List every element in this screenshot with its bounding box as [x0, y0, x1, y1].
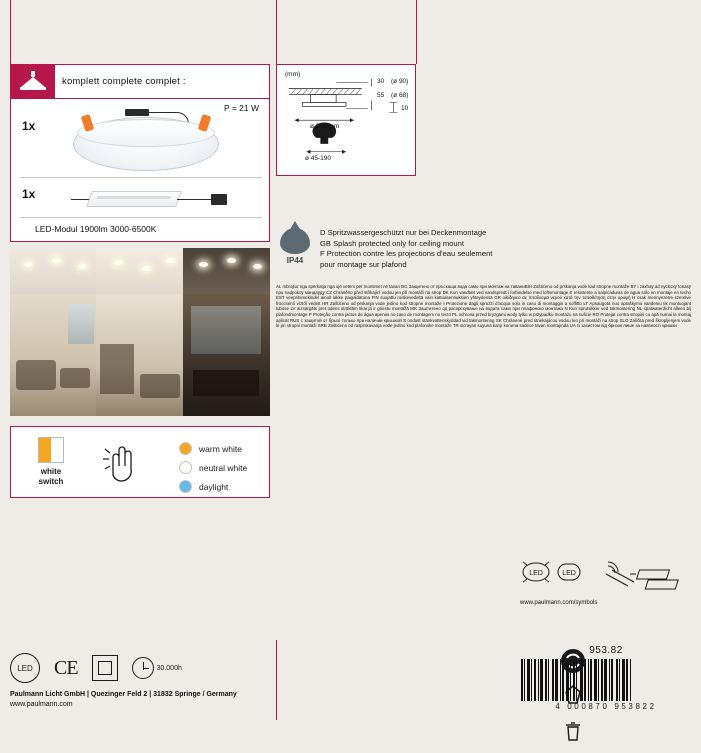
- color-split-square-icon: [38, 437, 64, 463]
- crop-mark-bottom-mid: [276, 700, 277, 720]
- lamp-rim: [77, 119, 215, 147]
- swatch-warm-white: [179, 442, 192, 455]
- quantity-label-lamp: 1x: [22, 119, 36, 133]
- photo-strip: [10, 248, 270, 416]
- ip-line-gb: GB Splash protected only for ceiling mount: [320, 238, 464, 248]
- dining-room-photo: [96, 248, 183, 416]
- svg-text:LED: LED: [529, 570, 543, 577]
- article-number: 953.82: [589, 645, 623, 656]
- crop-mark-top-right: [416, 0, 417, 64]
- photo-ceiling: [10, 248, 96, 294]
- evening-interior-photo: [183, 248, 270, 416]
- led-icon: LED: [10, 653, 40, 683]
- ip-line-de: D Spritzwassergeschützt nur bei Deckenmontage: [320, 228, 487, 237]
- ceiling-light-dot: [253, 264, 262, 269]
- dining-table-shape: [140, 374, 180, 398]
- swatch-daylight: [179, 480, 192, 493]
- ceiling-light-dot: [142, 266, 151, 271]
- dimension-depth-top: 30: [377, 78, 385, 85]
- protection-class-2-icon: [92, 655, 118, 681]
- waste-bin-icon: [560, 718, 586, 744]
- certification-row: [10, 648, 190, 688]
- ce-cert: [54, 657, 78, 680]
- color-row-warm-white: [179, 439, 247, 458]
- barcode: [521, 659, 691, 701]
- ceiling-light-dot: [24, 262, 33, 267]
- driver-icon: [630, 570, 678, 589]
- crop-mark-bottom-left: [276, 640, 277, 700]
- driver-connector-icon: [211, 194, 227, 205]
- fireplace-shape: [100, 344, 134, 394]
- led-driver-drawing: [71, 185, 231, 217]
- led-module-caption: LED-Modul 1900lm 3000-6500K: [35, 224, 157, 234]
- ceiling-light-dot: [227, 258, 236, 263]
- driver-lead-right: [177, 199, 215, 200]
- window-shape: [191, 306, 261, 354]
- lifetime-label: 30.000h: [156, 664, 182, 672]
- footer: [10, 690, 237, 710]
- white-switch-label-2: switch: [38, 476, 64, 486]
- label-warm-white: warm white: [199, 443, 242, 454]
- komplett-header: [11, 65, 269, 99]
- led-class-icon: [523, 562, 549, 582]
- footer-company: Paulmann Licht GmbH | Quezinger Feld 2 | 31832 Springe / Germany: [10, 691, 237, 698]
- led-cert: [10, 653, 40, 683]
- photo-ceiling: [96, 248, 183, 294]
- white-switch-panel: [10, 426, 270, 498]
- dimension-recess-depth: ø 45-190: [305, 155, 332, 162]
- panel-divider-bottom: [20, 217, 262, 218]
- quantity-label-module: 1x: [22, 187, 36, 201]
- ceiling-lamp-icon: [11, 65, 55, 98]
- symbols-url[interactable]: www.paulmann.com/symbols: [520, 600, 598, 606]
- svg-text:LED: LED: [562, 570, 576, 577]
- article-block: [521, 645, 691, 711]
- ceiling-light-dot: [114, 260, 123, 265]
- table-shape: [60, 368, 90, 388]
- color-temperature-legend: [179, 439, 247, 496]
- led-panel-drawing: [73, 109, 219, 171]
- ceiling-light-dot: [52, 258, 61, 263]
- clock-icon: [132, 657, 154, 679]
- symbols-icons: [520, 556, 690, 600]
- swatch-neutral-white: [179, 461, 192, 474]
- crop-mark-top-left: [10, 0, 11, 64]
- dimension-diameter: ø 215 mm: [310, 123, 340, 130]
- ip-protection-text: [320, 228, 492, 270]
- panel-divider: [20, 177, 262, 178]
- dimension-unit: (mm): [285, 71, 301, 78]
- ip-line-fr-1: F Protection contre les projections d'eau seulement: [320, 249, 493, 258]
- lifetime-cert: [132, 657, 182, 679]
- ip-line-fr-2: pour montage sur plafond: [320, 259, 407, 269]
- ceiling-light-dot: [166, 258, 175, 263]
- barcode-digits: 4 000870 953822: [555, 702, 657, 711]
- ip-protection-block: [276, 228, 691, 348]
- driver-body: [86, 191, 182, 207]
- komplett-panel: [10, 64, 270, 242]
- hand-switch-icon: [99, 441, 143, 485]
- dimension-cutout-bottom: (ø 68): [391, 92, 409, 99]
- living-room-photo: [10, 248, 96, 416]
- protection-class-cert: [92, 655, 118, 681]
- ip44-label: IP44: [286, 256, 304, 265]
- dimension-height-mark: 10: [401, 105, 409, 112]
- dimension-panel: [276, 64, 416, 176]
- spring-clip-icon: [606, 562, 634, 586]
- lamp-connector-icon: [125, 109, 149, 116]
- window-shape: [68, 304, 94, 344]
- multilanguage-legal-text: AL mbrojtur nga spërkatja nga ujë vetëm për montimet në tavan BG Защитено от пръскаща вода само при монтаж на таваниBIH Zaštićeno od prskanja vode kad stropne montaže BY i zaxhaÿ ad nyckoxÿ tonasÿ npu nadpokcÿ мандаÿдÿ CZ Chráněno před stříkající vodou jen při montáži na strop DK Kun vandtæt ved vandspredt i forbindelse med loftsmontage E resistente a salpicaduras de agua sólo en montaje en techo EST veepritsmekindel ainult lakke paigaldatuna FIN suojattu roiskevedeltä vain kattoasennuksien yhteydessä GR oikiδηνεο σε πιτσίλισμα νερού κατά την τοποθέτηση στην οροφή H csak mennyezetre szerelve fröccsenő víztől védett HR Zaštićeno od prskanja vode jedino kod stropne montaže I Protezione dagli spruzzi d'acqua solo in caso di montaggio a soffitto LT Apsaugota nuo aptaškymo vandeniu tik montuojant lubose LV aizsargāts pret ūdens strūklām tikai ja ir griestu montāžā MK Заштитено од распрскување на водата само при плафонско монтажа N Kun sprutsikker ved takmontering NL spatwaterdicht alleen bij plafondmontage P Proteção contra jactos de água apenas no caso de montagem no tecto PL ochrona przed bryzgami wody tylko w przypadku montażu na suficie RO Protejat contra stropirii cu apă numai la montaj aplicat RUS с защитой от брызг только при наличии крышкой S ondast stänkvattenskyddad vid takmontering SK Chránené pred striekajúcou vodou len pri montáži na strop SLO Zaščita pred škropljenjem vode le pri stropni montaži SRB Zaštićeno od rasprskavanja vode jedino kod plafonske montaže TR sicrayan suyuna karşı koruma sadece tavan montajında UA Із захистом від бризок лише за наявності кришки: [276, 284, 691, 329]
- symbols-block: [520, 556, 690, 608]
- ip44-badge: [276, 228, 314, 274]
- ceiling-light-dot: [78, 264, 87, 269]
- led-badge-icon: [558, 564, 580, 580]
- ce-icon: CE: [54, 656, 78, 679]
- label-daylight: daylight: [199, 481, 229, 492]
- label-neutral-white: neutral white: [199, 462, 248, 473]
- photo-ceiling: [183, 248, 270, 294]
- color-row-daylight: [179, 477, 247, 496]
- wattage-label: P = 21 W: [223, 103, 259, 113]
- white-switch-label-1: white: [40, 467, 62, 476]
- dimension-cutout-top: (ø 90): [391, 78, 409, 85]
- crop-mark-top-mid: [276, 0, 277, 64]
- color-row-neutral-white: [179, 458, 247, 477]
- water-drop-icon: [280, 228, 310, 254]
- white-switch-icon: [29, 437, 73, 489]
- komplett-title: komplett complete complet :: [62, 76, 186, 87]
- sofa-shape: [16, 360, 56, 390]
- dimension-depth-bottom: 55: [377, 92, 385, 99]
- footer-web[interactable]: www.paulmann.com: [10, 701, 73, 708]
- ceiling-light-dot: [199, 262, 208, 267]
- dining-table-shape: [193, 370, 259, 396]
